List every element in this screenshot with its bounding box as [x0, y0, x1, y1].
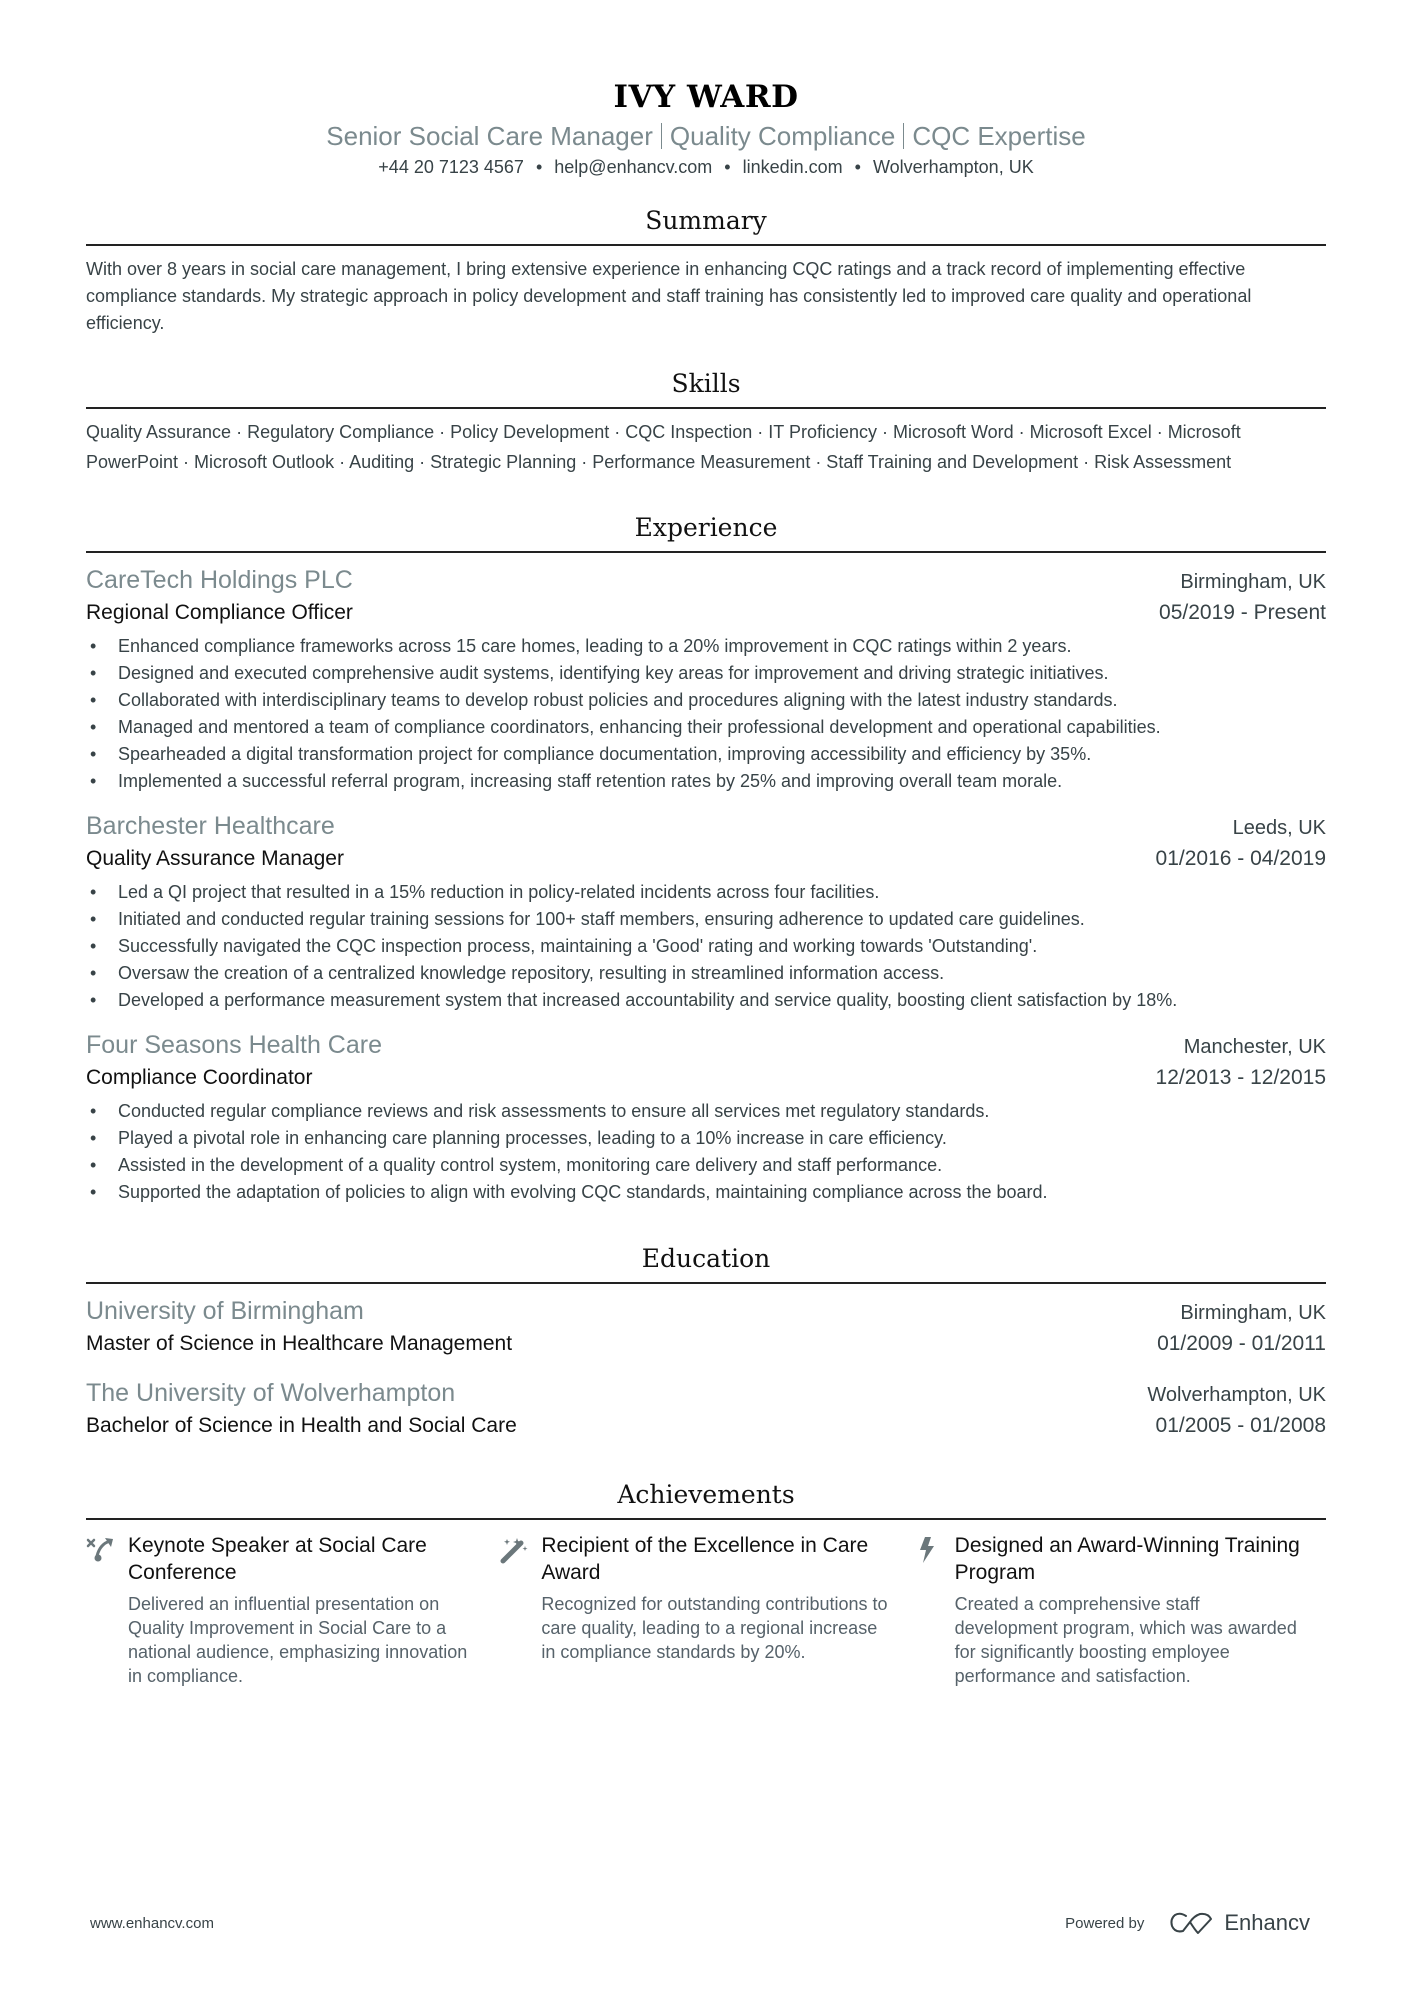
linkedin-link[interactable]: linkedin.com [742, 157, 843, 177]
job-dates: 01/2016 - 04/2019 [1155, 847, 1326, 870]
achievement-title: Designed an Award-Winning Training Program [954, 1534, 1300, 1584]
school-name: The University of Wolverhampton [86, 1379, 456, 1407]
job-location: Leeds, UK [1232, 817, 1326, 839]
degree: Bachelor of Science in Health and Social Care [86, 1414, 517, 1437]
bullet-separator: • [854, 157, 861, 177]
achievements-grid [86, 1532, 1326, 1688]
section-divider [86, 407, 1326, 409]
achievement-description: Created a comprehensive staff development program, which was awarded for significantly boosting employee performance and satisfaction. [954, 1594, 1297, 1686]
job-title: Quality Assurance Manager [86, 847, 344, 870]
job-title: Compliance Coordinator [86, 1066, 313, 1089]
bullet-item: • Enhanced compliance frameworks across 15 care homes, leading to a 20% improvement in CQC ratings within 2 years. [86, 633, 1326, 660]
section-title: Skills [671, 369, 741, 398]
company-name: Barchester Healthcare [86, 812, 335, 840]
bullet-item: • Spearheaded a digital transformation project for compliance documentation, improving accessibility and efficiency by 35%. [86, 741, 1326, 768]
education-dates: 01/2009 - 01/2011 [1157, 1332, 1326, 1355]
page-footer [90, 1910, 1310, 1936]
bullet-separator: • [724, 157, 731, 177]
resume-header [86, 0, 1326, 180]
education-section [86, 1242, 1326, 1442]
skills-section [86, 367, 1326, 477]
job-title: Regional Compliance Officer [86, 601, 353, 624]
bullet-item: • Designed and executed comprehensive audit systems, identifying key areas for improvement and driving strategic initiatives. [86, 660, 1326, 687]
achievements-section [86, 1478, 1326, 1688]
divider [903, 123, 904, 149]
section-title: Experience [634, 513, 778, 542]
headline-part: Senior Social Care Manager [326, 121, 653, 151]
job-entry [86, 563, 1326, 795]
section-divider [86, 1518, 1326, 1520]
job-bullets [86, 879, 1326, 1014]
email-link[interactable]: help@enhancv.com [554, 157, 713, 177]
job-bullets [86, 1098, 1326, 1206]
school-name: University of Birmingham [86, 1297, 364, 1325]
contact-line [86, 154, 1326, 180]
achievement-title: Keynote Speaker at Social Care Conference [128, 1534, 427, 1584]
summary-text: With over 8 years in social care management, I bring extensive experience in enhancing CQC ratings and a track record of implementing effective compliance standards. My strategic approach in policy development and staff training has consistently led to improved care quality and operational efficiency. [86, 259, 1252, 333]
bullet-item: • Implemented a successful referral program, increasing staff retention rates by 25% and improving overall team morale. [86, 768, 1326, 795]
job-dates: 05/2019 - Present [1159, 601, 1326, 624]
bullet-item: • Oversaw the creation of a centralized knowledge repository, resulting in streamlined information access. [86, 960, 1326, 987]
resume-page [86, 0, 1326, 1688]
job-location: Birmingham, UK [1180, 571, 1326, 593]
headline-part: Quality Compliance [669, 121, 896, 151]
section-title: Summary [645, 206, 767, 235]
brand-name: Enhancv [1224, 1910, 1310, 1935]
brand-logo[interactable] [1168, 1910, 1310, 1936]
education-dates: 01/2005 - 01/2008 [1155, 1414, 1326, 1437]
bullet-item: • Developed a performance measurement system that increased accountability and service quality, boosting client satisfaction by 18%. [86, 987, 1326, 1014]
achievement-item [913, 1532, 1326, 1688]
candidate-headline [86, 118, 1326, 154]
enhancv-logo-icon [1168, 1910, 1216, 1936]
job-entry [86, 1028, 1326, 1206]
bullet-item: • Managed and mentored a team of compliance coordinators, enhancing their professional development and operational capabilities. [86, 714, 1326, 741]
company-name: CareTech Holdings PLC [86, 566, 353, 594]
magic-wand-icon [499, 1532, 541, 1688]
bullet-separator: • [535, 157, 543, 177]
website-link[interactable]: www.enhancv.com [90, 1914, 214, 1932]
bullet-item: • Led a QI project that resulted in a 15% reduction in policy-related incidents across four facilities. [86, 879, 1326, 906]
powered-by [1065, 1910, 1310, 1936]
bullet-item: • Assisted in the development of a quality control system, monitoring care delivery and staff performance. [86, 1152, 1326, 1179]
job-location: Manchester, UK [1183, 1036, 1326, 1058]
company-name: Four Seasons Health Care [86, 1031, 382, 1059]
headline-part: CQC Expertise [912, 121, 1086, 151]
skills-list: Quality Assurance · Regulatory Compliance · Policy Development · CQC Inspection · IT Proficiency · Microsoft Word · Microsoft Excel · Microsoft PowerPoint · Microsoft Outlook · Auditing · Strategic Planning · Performance Measurement · Staff Training and Development · Risk Assessment [86, 422, 1241, 472]
job-dates: 12/2013 - 12/2015 [1155, 1066, 1326, 1089]
job-bullets [86, 633, 1326, 795]
degree: Master of Science in Healthcare Management [86, 1332, 513, 1355]
powered-by-label: Powered by [1065, 1914, 1145, 1932]
section-title: Education [641, 1244, 771, 1273]
location: Wolverhampton, UK [872, 157, 1034, 177]
lightning-bolt-icon [913, 1532, 955, 1688]
education-entry [86, 1376, 1326, 1442]
section-divider [86, 551, 1326, 553]
bullet-item: • Conducted regular compliance reviews and risk assessments to ensure all services met regulatory standards. [86, 1098, 1326, 1125]
section-title: Achievements [617, 1480, 795, 1509]
divider [661, 123, 662, 149]
bullet-item: • Successfully navigated the CQC inspection process, maintaining a 'Good' rating and working towards 'Outstanding'. [86, 933, 1326, 960]
school-location: Wolverhampton, UK [1147, 1384, 1326, 1406]
education-entry [86, 1294, 1326, 1360]
candidate-name: IVY WARD [613, 79, 799, 115]
bullet-item: • Supported the adaptation of policies to align with evolving CQC standards, maintaining compliance across the board. [86, 1179, 1326, 1206]
job-entry [86, 809, 1326, 1014]
keynote-icon [86, 1532, 128, 1688]
section-divider [86, 244, 1326, 246]
achievement-title: Recipient of the Excellence in Care Award [541, 1534, 869, 1584]
achievement-description: Delivered an influential presentation on Quality Improvement in Social Care to a national audience, emphasizing innovation in compliance. [128, 1594, 468, 1686]
achievement-item [499, 1532, 912, 1688]
bullet-item: • Collaborated with interdisciplinary teams to develop robust policies and procedures aligning with the latest industry standards. [86, 687, 1326, 714]
bullet-item: • Played a pivotal role in enhancing care planning processes, leading to a 10% increase in care efficiency. [86, 1125, 1326, 1152]
achievement-description: Recognized for outstanding contributions to care quality, leading to a regional increase in compliance standards by 20%. [541, 1594, 888, 1662]
experience-section [86, 511, 1326, 1206]
school-location: Birmingham, UK [1180, 1302, 1326, 1324]
bullet-item: • Initiated and conducted regular training sessions for 100+ staff members, ensuring adherence to updated care guidelines. [86, 906, 1326, 933]
summary-section [86, 204, 1326, 337]
section-divider [86, 1282, 1326, 1284]
phone[interactable]: +44 20 7123 4567 [378, 157, 524, 177]
achievement-item [86, 1532, 499, 1688]
